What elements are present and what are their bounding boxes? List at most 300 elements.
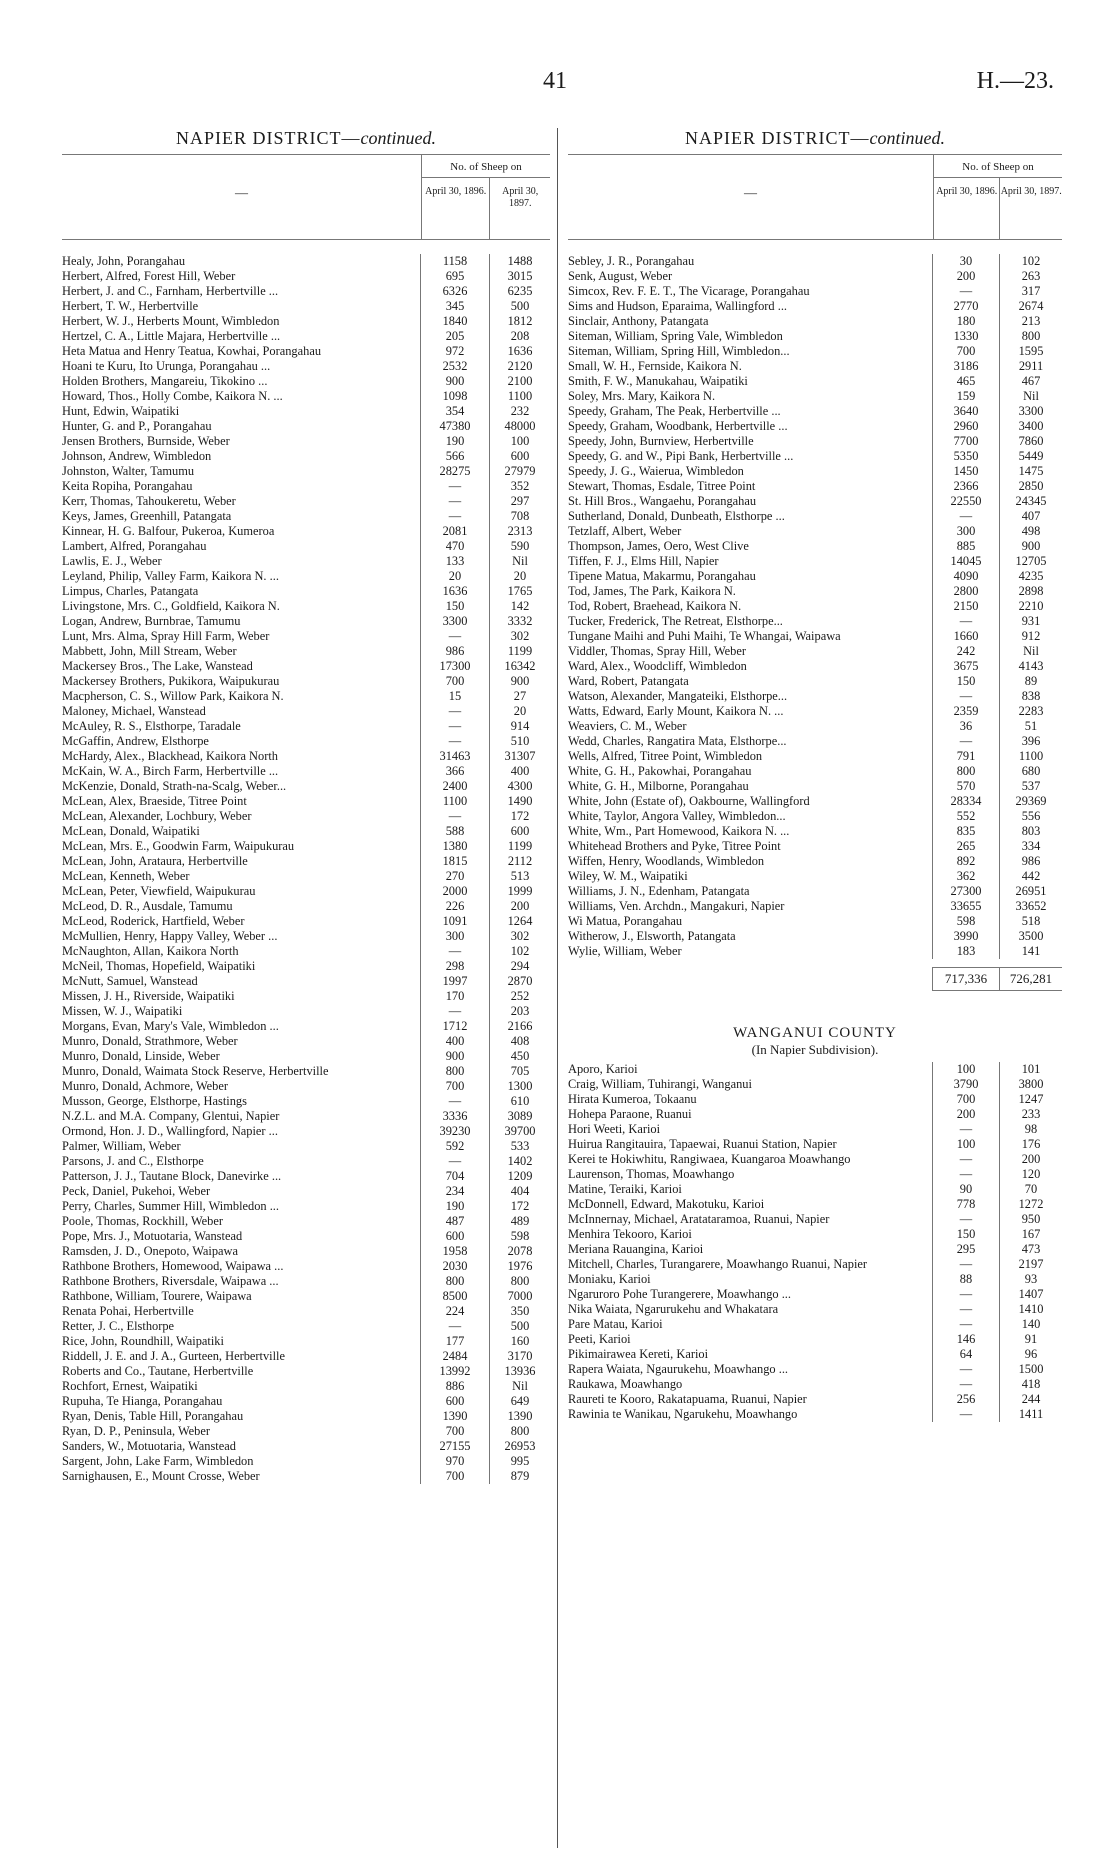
owner-name: Munro, Donald, Achmore, Weber	[62, 1079, 229, 1093]
table-row	[62, 1334, 550, 1349]
sheep-1896: 700	[932, 344, 999, 359]
sheep-1896: 224	[420, 1304, 489, 1319]
sheep-1897: 294	[489, 959, 550, 974]
owner-name: Rochfort, Ernest, Waipatiki	[62, 1379, 198, 1393]
sheep-1896: —	[932, 1257, 999, 1272]
sheep-1896: —	[932, 1407, 999, 1422]
table-row	[62, 959, 550, 974]
sheep-1896: 2960	[932, 419, 999, 434]
sheep-1896: 2484	[420, 1349, 489, 1364]
sheep-1897: 233	[999, 1107, 1062, 1122]
sheep-1897: 950	[999, 1212, 1062, 1227]
sheep-1896: 3640	[932, 404, 999, 419]
sheep-1897: 2120	[489, 359, 550, 374]
sheep-1897: 350	[489, 1304, 550, 1319]
sheep-1896: 366	[420, 764, 489, 779]
sheep-1897: 404	[489, 1184, 550, 1199]
sheep-1897: 2850	[999, 479, 1062, 494]
sheep-1897: 20	[489, 704, 550, 719]
sheep-1896: 700	[932, 1092, 999, 1107]
sheep-header: No. of Sheep on	[422, 155, 550, 178]
table-row	[62, 494, 550, 509]
owner-name: Witherow, J., Elsworth, Patangata	[568, 929, 736, 943]
table-row	[62, 1379, 550, 1394]
owner-name: McDonnell, Edward, Makotuku, Karioi	[568, 1197, 765, 1211]
sheep-1897: 598	[489, 1229, 550, 1244]
sheep-1897: 26951	[999, 884, 1062, 899]
sheep-1896: 800	[932, 764, 999, 779]
sheep-1897: 995	[489, 1454, 550, 1469]
sheep-1896: 1380	[420, 839, 489, 854]
owner-name: McInnernay, Michael, Aratataramoa, Ruanui, Napier	[568, 1212, 830, 1226]
sheep-1896: 1390	[420, 1409, 489, 1424]
sheep-1897: 203	[489, 1004, 550, 1019]
table-row	[62, 479, 550, 494]
sheep-1896: 835	[932, 824, 999, 839]
table-row	[62, 1034, 550, 1049]
table-row	[568, 584, 1062, 599]
table-row	[62, 1049, 550, 1064]
sheep-1896: 2400	[420, 779, 489, 794]
sheep-1896: 6326	[420, 284, 489, 299]
sheep-1896: 2532	[420, 359, 489, 374]
table-row	[568, 689, 1062, 704]
sheep-1897: 408	[489, 1034, 550, 1049]
table-row	[62, 449, 550, 464]
table-row	[568, 1077, 1062, 1092]
sheep-1896: —	[932, 509, 999, 524]
table-row	[62, 509, 550, 524]
table-row	[62, 524, 550, 539]
sheep-1896: 15	[420, 689, 489, 704]
sheep-1897: 2313	[489, 524, 550, 539]
sheep-1897: 600	[489, 449, 550, 464]
sheep-1896: —	[420, 629, 489, 644]
sheep-1897: 213	[999, 314, 1062, 329]
owner-name: Williams, J. N., Edenham, Patangata	[568, 884, 750, 898]
table-row	[568, 1302, 1062, 1317]
sheep-1896: —	[420, 479, 489, 494]
sheep-1896: 100	[932, 1137, 999, 1152]
sheep-1896: 700	[420, 1079, 489, 1094]
col-1896-header: April 30, 1896.	[425, 186, 487, 197]
table-row	[62, 614, 550, 629]
table-row	[62, 554, 550, 569]
sheep-1896: —	[932, 284, 999, 299]
owner-name: Sarnighausen, E., Mount Crosse, Weber	[62, 1469, 260, 1483]
sheep-1896: —	[932, 614, 999, 629]
owner-name: Meriana Rauangina, Karioi	[568, 1242, 704, 1256]
sheep-1896: 22550	[932, 494, 999, 509]
sheep-1896: 234	[420, 1184, 489, 1199]
sheep-1897: 1264	[489, 914, 550, 929]
sheep-1897: 4300	[489, 779, 550, 794]
right-table-body	[568, 254, 1062, 959]
owner-name: McMullien, Henry, Happy Valley, Weber ...	[62, 929, 278, 943]
col-1896-header: April 30, 1896.	[936, 186, 998, 197]
sheep-1897: 2911	[999, 359, 1062, 374]
sheep-1896: 2081	[420, 524, 489, 539]
table-row	[62, 899, 550, 914]
sheep-1897: 3089	[489, 1109, 550, 1124]
owner-name: Siteman, William, Spring Vale, Wimbledon	[568, 329, 783, 343]
page-number: 41	[543, 68, 567, 94]
owner-name: Sanders, W., Motuotaria, Wanstead	[62, 1439, 236, 1453]
owner-name: Wiffen, Henry, Woodlands, Wimbledon	[568, 854, 765, 868]
sheep-1896: —	[932, 1152, 999, 1167]
owner-name: Morgans, Evan, Mary's Vale, Wimbledon ...	[62, 1019, 279, 1033]
sheep-1896: 2150	[932, 599, 999, 614]
owner-name: Soley, Mrs. Mary, Kaikora N.	[568, 389, 716, 403]
sheep-1897: 5449	[999, 449, 1062, 464]
sheep-1897: 1500	[999, 1362, 1062, 1377]
sheep-1897: 232	[489, 404, 550, 419]
sheep-1896: 3186	[932, 359, 999, 374]
table-row	[568, 1392, 1062, 1407]
table-row	[568, 824, 1062, 839]
sheep-1897: 172	[489, 1199, 550, 1214]
owner-name: Wiley, W. M., Waipatiki	[568, 869, 688, 883]
right-table-header	[568, 154, 1062, 240]
sheep-1896: 3990	[932, 929, 999, 944]
owner-name: Hunt, Edwin, Waipatiki	[62, 404, 180, 418]
sheep-1896: 2359	[932, 704, 999, 719]
sheep-1896: 205	[420, 329, 489, 344]
owner-name: Holden Brothers, Mangareiu, Tikokino ...	[62, 374, 268, 388]
sheep-1897: 100	[489, 434, 550, 449]
table-row	[62, 1184, 550, 1199]
table-row	[62, 764, 550, 779]
sheep-1896: 265	[932, 839, 999, 854]
sheep-1896: —	[932, 1317, 999, 1332]
owner-name: Pare Matau, Karioi	[568, 1317, 663, 1331]
owner-name: Patterson, J. J., Tautane Block, Danevirke ...	[62, 1169, 282, 1183]
owner-name: Logan, Andrew, Burnbrae, Tamumu	[62, 614, 241, 628]
owner-name: Whitehead Brothers and Pyke, Titree Point	[568, 839, 781, 853]
owner-name: McLean, John, Arataura, Herbertville	[62, 854, 248, 868]
owner-name: Raureti te Kooro, Rakatapuama, Ruanui, Napier	[568, 1392, 807, 1406]
sheep-1897: 800	[999, 329, 1062, 344]
sheep-1896: 3336	[420, 1109, 489, 1124]
owner-name: Jensen Brothers, Burnside, Weber	[62, 434, 230, 448]
sheep-1896: 256	[932, 1392, 999, 1407]
sheep-1896: 465	[932, 374, 999, 389]
sheep-1897: 263	[999, 269, 1062, 284]
total-1897: 726,281	[999, 967, 1062, 991]
sheep-1897: 51	[999, 719, 1062, 734]
table-row	[62, 1469, 550, 1484]
owner-name: Hirata Kumeroa, Tokaanu	[568, 1092, 697, 1106]
owner-name: Parsons, J. and C., Elsthorpe	[62, 1154, 204, 1168]
sheep-1897: 2100	[489, 374, 550, 389]
sheep-1896: 345	[420, 299, 489, 314]
owner-name: Musson, George, Elsthorpe, Hastings	[62, 1094, 247, 1108]
sheep-1896: 700	[420, 674, 489, 689]
owner-name: Rapera Waiata, Ngaurukehu, Moawhango ...	[568, 1362, 789, 1376]
sheep-1897: 200	[999, 1152, 1062, 1167]
sheep-1897: 400	[489, 764, 550, 779]
owner-name: Matine, Teraiki, Karioi	[568, 1182, 682, 1196]
sheep-1896: 600	[420, 1394, 489, 1409]
sheep-1897: 803	[999, 824, 1062, 839]
sheep-1896: 1100	[420, 794, 489, 809]
table-row	[568, 434, 1062, 449]
sheep-1896: 1815	[420, 854, 489, 869]
table-row	[62, 1454, 550, 1469]
table-row	[62, 539, 550, 554]
owner-name: Macpherson, C. S., Willow Park, Kaikora N.	[62, 689, 284, 703]
sheep-1897: 1488	[489, 254, 550, 269]
table-row	[62, 944, 550, 959]
table-row	[62, 569, 550, 584]
owner-name: Lawlis, E. J., Weber	[62, 554, 162, 568]
sheep-1897: 2898	[999, 584, 1062, 599]
sheep-1897: 29369	[999, 794, 1062, 809]
owner-name: White, Wm., Part Homewood, Kaikora N. ...	[568, 824, 790, 838]
table-row	[568, 449, 1062, 464]
sheep-1896: —	[932, 1377, 999, 1392]
owner-name: Heta Matua and Henry Teatua, Kowhai, Porangahau	[62, 344, 322, 358]
owner-name: McAuley, R. S., Elsthorpe, Taradale	[62, 719, 241, 733]
sheep-1897: 1100	[999, 749, 1062, 764]
owner-name: Mackersey Bros., The Lake, Wanstead	[62, 659, 253, 673]
table-row	[62, 1154, 550, 1169]
sheep-1896: 1330	[932, 329, 999, 344]
sheep-1896: 39230	[420, 1124, 489, 1139]
sheep-1897: Nil	[489, 554, 550, 569]
sheep-1896: 20	[420, 569, 489, 584]
table-row	[568, 779, 1062, 794]
owner-name: Menhira Tekooro, Karioi	[568, 1227, 692, 1241]
sheep-1897: 396	[999, 734, 1062, 749]
table-row	[568, 479, 1062, 494]
owner-name: Pope, Mrs. J., Motuotaria, Wanstead	[62, 1229, 243, 1243]
section-subtitle: (In Napier Subdivision).	[751, 1042, 879, 1057]
sheep-1897: 2197	[999, 1257, 1062, 1272]
sheep-1897: 102	[999, 254, 1062, 269]
table-row	[568, 1107, 1062, 1122]
table-row	[62, 1394, 550, 1409]
sheep-1897: 352	[489, 479, 550, 494]
sheep-1896: 600	[420, 1229, 489, 1244]
sheep-1897: 302	[489, 929, 550, 944]
sheep-1897: 7860	[999, 434, 1062, 449]
sheep-1897: 1765	[489, 584, 550, 599]
owner-name: Huirua Rangitauira, Tapaewai, Ruanui Station, Napier	[568, 1137, 837, 1151]
owner-name: Peeti, Karioi	[568, 1332, 631, 1346]
sheep-1897: 1199	[489, 839, 550, 854]
document-code: H.—23.	[976, 68, 1054, 94]
sheep-1896: 598	[932, 914, 999, 929]
owner-name: Perry, Charles, Summer Hill, Wimbledon ...	[62, 1199, 279, 1213]
sheep-1897: 407	[999, 509, 1062, 524]
owner-name: Munro, Donald, Strathmore, Weber	[62, 1034, 238, 1048]
table-row	[62, 254, 550, 269]
owner-name: Watts, Edward, Early Mount, Kaikora N. ...	[568, 704, 784, 718]
sheep-1897: 7000	[489, 1289, 550, 1304]
owner-name: Rathbone, William, Tourere, Waipawa	[62, 1289, 252, 1303]
sheep-1896: 570	[932, 779, 999, 794]
sheep-1896: 4090	[932, 569, 999, 584]
table-row	[568, 1377, 1062, 1392]
sheep-1897: 1999	[489, 884, 550, 899]
owner-name: Speedy, G. and W., Pipi Bank, Herbertville ...	[568, 449, 794, 463]
table-row	[568, 809, 1062, 824]
table-row	[568, 1092, 1062, 1107]
owner-name: Kinnear, H. G. Balfour, Pukeroa, Kumeroa	[62, 524, 275, 538]
owner-name: Lunt, Mrs. Alma, Spray Hill Farm, Weber	[62, 629, 270, 643]
sheep-1896: —	[932, 1287, 999, 1302]
sheep-1896: 14045	[932, 554, 999, 569]
sheep-1896: 1098	[420, 389, 489, 404]
sheep-1896: 150	[932, 674, 999, 689]
sheep-1896: —	[420, 719, 489, 734]
table-row	[62, 1319, 550, 1334]
owner-name: Stewart, Thomas, Esdale, Titree Point	[568, 479, 756, 493]
table-row	[62, 1139, 550, 1154]
owner-name: Tucker, Frederick, The Retreat, Elsthorpe...	[568, 614, 783, 628]
owner-name: Retter, J. C., Elsthorpe	[62, 1319, 175, 1333]
sheep-1896: 190	[420, 434, 489, 449]
sheep-1896: —	[932, 1167, 999, 1182]
owner-name: Wedd, Charles, Rangatira Mata, Elsthorpe...	[568, 734, 787, 748]
sheep-1897: 3015	[489, 269, 550, 284]
sheep-1896: 5350	[932, 449, 999, 464]
sheep-1896: 3300	[420, 614, 489, 629]
owner-name: McLean, Peter, Viewfield, Waipukurau	[62, 884, 256, 898]
table-row	[568, 464, 1062, 479]
sheep-1897: 3332	[489, 614, 550, 629]
table-row	[62, 329, 550, 344]
sheep-1897: 172	[489, 809, 550, 824]
owner-name: Tetzlaff, Albert, Weber	[568, 524, 682, 538]
left-table-body	[62, 254, 550, 1484]
sheep-1897: 101	[999, 1062, 1062, 1077]
table-row	[568, 614, 1062, 629]
sheep-1897: 96	[999, 1347, 1062, 1362]
sheep-1896: 791	[932, 749, 999, 764]
table-row	[62, 299, 550, 314]
owner-name: St. Hill Bros., Wangaehu, Porangahau	[568, 494, 757, 508]
table-row	[568, 629, 1062, 644]
table-row	[62, 1364, 550, 1379]
sheep-1897: 302	[489, 629, 550, 644]
sheep-1896: 300	[932, 524, 999, 539]
sheep-1896: 300	[420, 929, 489, 944]
table-row	[62, 1289, 550, 1304]
sheep-1896: 33655	[932, 899, 999, 914]
sheep-1897: 500	[489, 299, 550, 314]
sheep-1897: 16342	[489, 659, 550, 674]
sheep-1896: —	[420, 1094, 489, 1109]
sheep-1897: 800	[489, 1274, 550, 1289]
sheep-1897: 500	[489, 1319, 550, 1334]
owner-name: Speedy, Graham, Woodbank, Herbertville ...	[568, 419, 788, 433]
owner-name: Weaviers, C. M., Weber	[568, 719, 687, 733]
sheep-1897: 1812	[489, 314, 550, 329]
sheep-1897: Nil	[999, 389, 1062, 404]
owner-name: Tod, James, The Park, Kaikora N.	[568, 584, 736, 598]
sheep-1896: 180	[932, 314, 999, 329]
owner-name: Sims and Hudson, Eparaima, Wallingford ...	[568, 299, 788, 313]
sheep-1897: 252	[489, 989, 550, 1004]
owner-name: Laurenson, Thomas, Moawhango	[568, 1167, 735, 1181]
sheep-1897: 2166	[489, 1019, 550, 1034]
sheep-1897: 931	[999, 614, 1062, 629]
sheep-1896: 36	[932, 719, 999, 734]
sheep-1896: —	[420, 1004, 489, 1019]
sheep-1896: 88	[932, 1272, 999, 1287]
table-row	[62, 629, 550, 644]
sheep-1897: 160	[489, 1334, 550, 1349]
right-column	[568, 128, 1062, 1422]
owner-name: Livingstone, Mrs. C., Goldfield, Kaikora N.	[62, 599, 280, 613]
sheep-1897: 590	[489, 539, 550, 554]
table-row	[568, 1197, 1062, 1212]
sheep-1897: 900	[999, 539, 1062, 554]
sheep-1896: 200	[932, 1107, 999, 1122]
sheep-header: No. of Sheep on	[934, 155, 1062, 178]
owner-name: McKenzie, Donald, Strath-na-Scalg, Weber...	[62, 779, 287, 793]
owner-name: McNaughton, Allan, Kaikora North	[62, 944, 239, 958]
table-row	[62, 1439, 550, 1454]
sheep-1896: 150	[932, 1227, 999, 1242]
sheep-1896: 28275	[420, 464, 489, 479]
sheep-1896: 7700	[932, 434, 999, 449]
sheep-1896: 900	[420, 1049, 489, 1064]
owner-name: Small, W. H., Fernside, Kaikora N.	[568, 359, 742, 373]
owner-name: Ngaruroro Pohe Turangerere, Moawhango ...	[568, 1287, 791, 1301]
owner-name: Herbert, J. and C., Farnham, Herbertville ...	[62, 284, 279, 298]
owner-name: Palmer, William, Weber	[62, 1139, 181, 1153]
owner-name: McLean, Alex, Braeside, Titree Point	[62, 794, 247, 808]
owner-name: White, G. H., Milborne, Porangahau	[568, 779, 749, 793]
sheep-1897: 48000	[489, 419, 550, 434]
table-row	[568, 794, 1062, 809]
sheep-1897: 2870	[489, 974, 550, 989]
table-row	[568, 419, 1062, 434]
sheep-1896: 972	[420, 344, 489, 359]
sheep-1897: 4143	[999, 659, 1062, 674]
table-row	[568, 1347, 1062, 1362]
sheep-1897: 518	[999, 914, 1062, 929]
sheep-1896: 704	[420, 1169, 489, 1184]
table-row	[62, 704, 550, 719]
table-row	[62, 809, 550, 824]
owner-name: McLean, Mrs. E., Goodwin Farm, Waipukurau	[62, 839, 295, 853]
table-row	[568, 599, 1062, 614]
sheep-1897: 1272	[999, 1197, 1062, 1212]
sheep-1896: 588	[420, 824, 489, 839]
table-row	[568, 569, 1062, 584]
sheep-1896: —	[420, 509, 489, 524]
sheep-1897: 879	[489, 1469, 550, 1484]
sheep-1897: 838	[999, 689, 1062, 704]
sheep-1897: 12705	[999, 554, 1062, 569]
sheep-1897: Nil	[489, 1379, 550, 1394]
sheep-1897: 167	[999, 1227, 1062, 1242]
sheep-1897: Nil	[999, 644, 1062, 659]
sheep-1897: 89	[999, 674, 1062, 689]
owner-name: McHardy, Alex., Blackhead, Kaikora North	[62, 749, 278, 763]
owner-name: Hohepa Paraone, Ruanui	[568, 1107, 692, 1121]
col-1897-header: April 30, 1897.	[999, 178, 1062, 239]
owner-name: Moniaku, Karioi	[568, 1272, 651, 1286]
sheep-1896: 3790	[932, 1077, 999, 1092]
sheep-1897: 208	[489, 329, 550, 344]
sheep-1896: 27155	[420, 1439, 489, 1454]
sheep-1897: 489	[489, 1214, 550, 1229]
